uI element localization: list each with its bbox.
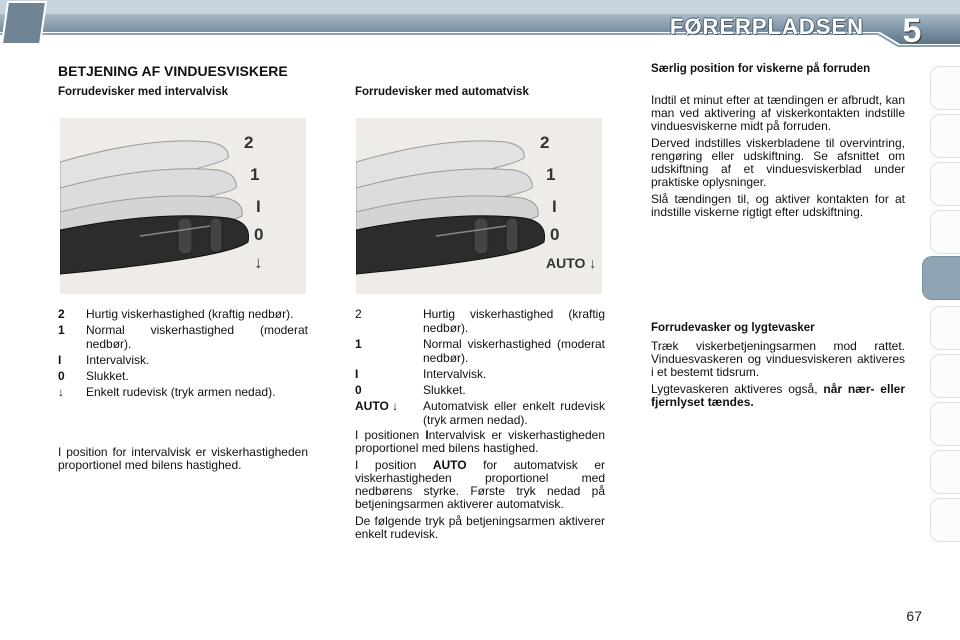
figure-label: ↓	[254, 253, 263, 272]
col1-note: I position for intervalvisk er viskerhastigheden proportionel med bilens hastighed.	[58, 445, 308, 472]
figure-label: I	[552, 197, 557, 216]
col3-paragraphs-1	[651, 94, 905, 223]
figure-label: 0	[550, 225, 560, 244]
chapter-tab[interactable]	[930, 306, 960, 350]
list-item: 2 Hurtig viskerhastighed (kraftig nedbør).	[355, 307, 605, 335]
chapter-tab[interactable]	[930, 162, 960, 206]
list-item: I Intervalvisk.	[58, 353, 150, 367]
chapter-tabs	[920, 66, 960, 576]
wiper-stalk-figure-interval	[60, 118, 306, 294]
chapter-number: 5	[902, 12, 922, 50]
list-item: I Intervalvisk.	[355, 367, 487, 381]
chapter-title: FØRERPLADSEN	[669, 14, 864, 39]
paragraph: Træk viskerbetjeningsarmen mod rattet. Vinduesvaskeren og vinduesviskeren aktiveres i et bestemt tidsrum.	[651, 339, 905, 379]
figure-label: 2	[244, 133, 254, 152]
paragraph: I position AUTO for automatvisk er viskerhastigheden proportionel med nedbørens styrke. Første tryk nedad på betjeningsarmen aktiverer automatvisk.	[355, 458, 605, 511]
col2-heading: Forrudevisker med automatvisk	[355, 86, 529, 98]
col2-paragraphs	[355, 429, 605, 545]
col3-heading-special: Særlig position for viskerne på forruden	[651, 63, 871, 75]
list-item: 0 Slukket.	[58, 369, 129, 383]
chapter-tab[interactable]	[930, 66, 960, 110]
col1-heading: Forrudevisker med intervalvisk	[58, 86, 229, 98]
list-item: ↓ Enkelt rudevisk (tryk armen nedad).	[58, 385, 276, 399]
figure-label: 1	[546, 165, 556, 184]
figure-label: 1	[250, 165, 260, 184]
chapter-tab[interactable]	[930, 354, 960, 398]
col2-positions-list	[355, 307, 605, 429]
paragraph: Slå tændingen til, og aktiver kontakten for at indstille viskerne rigtigt efter udskiftning.	[651, 192, 905, 219]
col3-heading-washer: Forrudevasker og lygtevasker	[651, 322, 815, 334]
list-item: 0 Slukket.	[355, 383, 466, 397]
chapter-tab[interactable]	[930, 402, 960, 446]
list-item: 2 Hurtig viskerhastighed (kraftig nedbør).	[58, 307, 294, 321]
figure-label: AUTO ↓	[546, 255, 597, 271]
section-title: BETJENING AF VINDUESVISKERE	[58, 63, 288, 79]
col1-positions-list	[58, 307, 308, 401]
list-item: 1 Normal viskerhastighed (moderat nedbør).	[58, 323, 308, 351]
chapter-tab[interactable]	[930, 114, 960, 158]
wiper-stalk-figure-auto	[356, 118, 602, 294]
list-item: 1 Normal viskerhastighed (moderat nedbør).	[355, 337, 605, 365]
chapter-tab[interactable]	[930, 450, 960, 494]
paragraph: Lygtevaskeren aktiveres også, når nær- eller fjernlyset tændes.	[651, 382, 905, 409]
chapter-badge-icon	[0, 0, 48, 46]
paragraph: Indtil et minut efter at tændingen er afbrudt, kan man ved aktivering af viskerkontakten indstille vinduesviskerne midt på forruden.	[651, 93, 905, 133]
figure-label: 2	[540, 133, 550, 152]
figure-label: 0	[254, 225, 264, 244]
figure-label: I	[256, 197, 261, 216]
col3-paragraphs-2	[651, 340, 905, 413]
paragraph: De følgende tryk på betjeningsarmen aktiverer enkelt rudevisk.	[355, 514, 605, 541]
paragraph: Derved indstilles viskerbladene til overvintring, rengøring eller udskiftning. Se afsnittet om udskiftning af et vinduesviskerblad under praktiske oplysninger.	[651, 136, 905, 189]
chapter-tab-active[interactable]	[922, 256, 960, 300]
page-header	[0, 0, 960, 52]
list-item: AUTO ↓ Automatvisk eller enkelt rudevisk (tryk armen nedad).	[355, 399, 605, 427]
chapter-tab[interactable]	[930, 498, 960, 542]
paragraph: I positionen Intervalvisk er viskerhastigheden proportionel med bilens hastighed.	[355, 428, 605, 455]
page-number: 67	[906, 608, 922, 624]
chapter-tab[interactable]	[930, 210, 960, 254]
